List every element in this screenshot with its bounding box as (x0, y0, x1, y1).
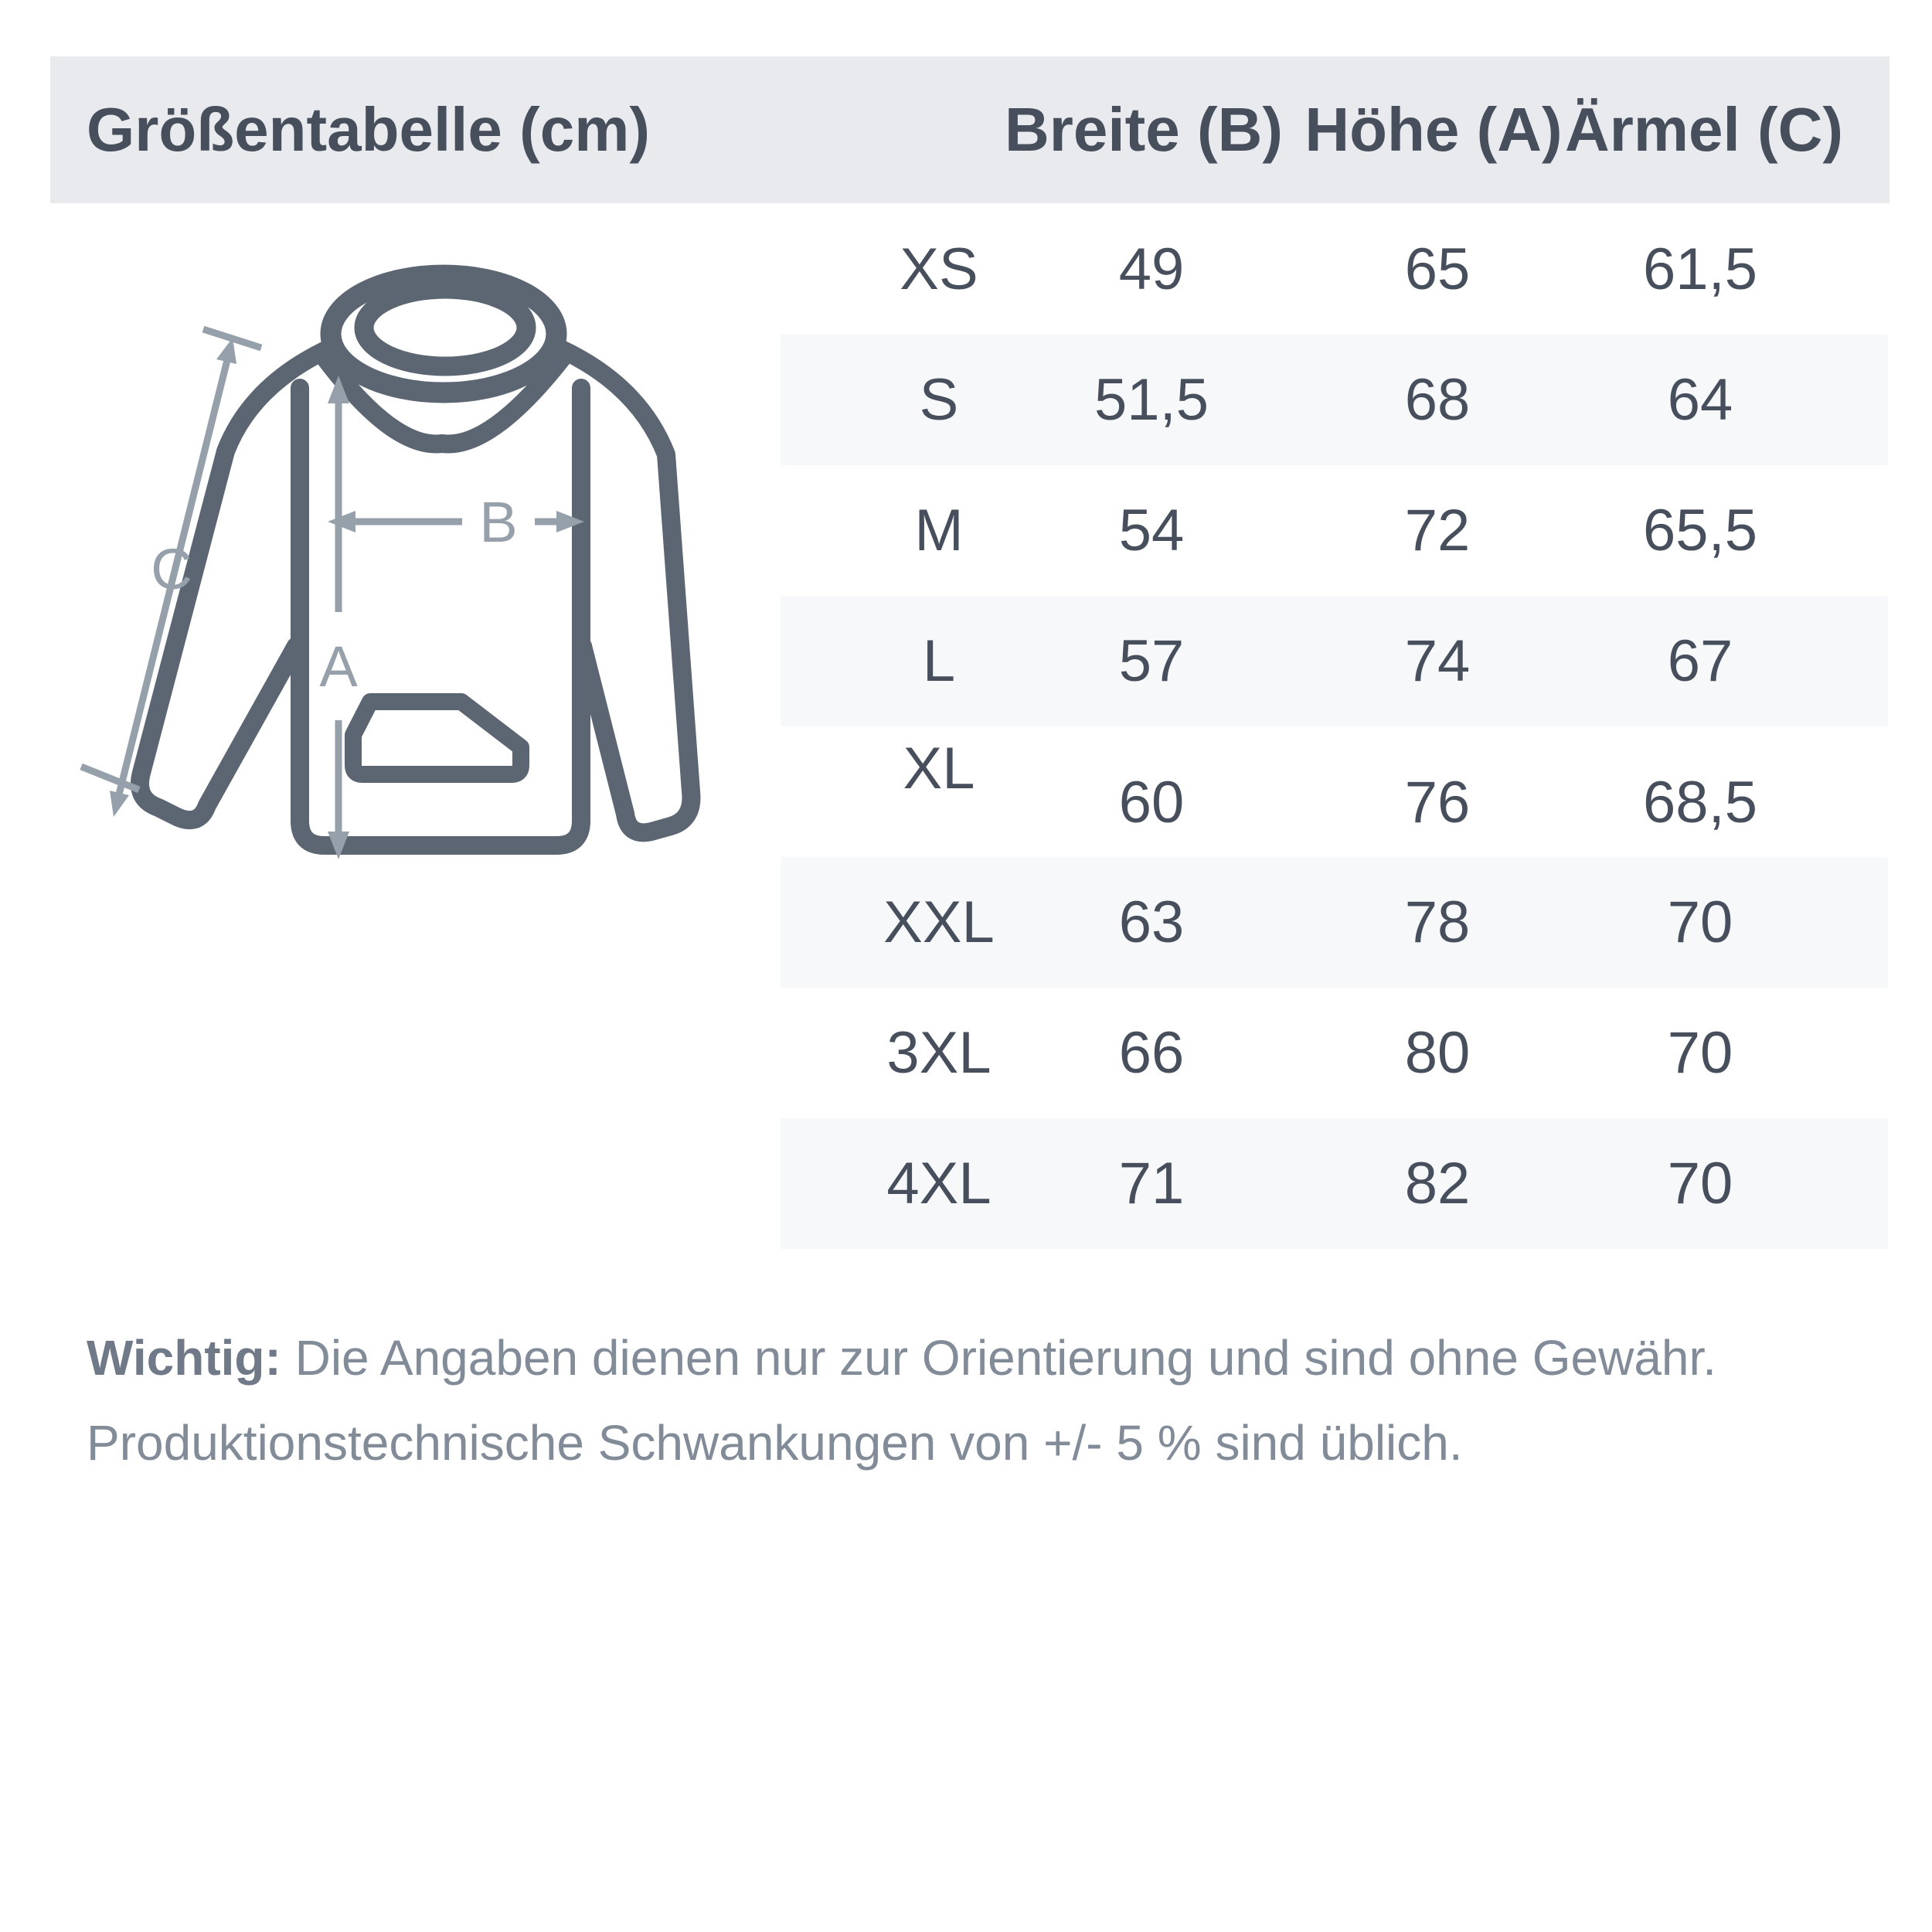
table-row-m (781, 465, 1888, 596)
breite-value: 57 (1118, 628, 1185, 694)
breite-value: 60 (1118, 770, 1185, 835)
aermel-value: 65,5 (1643, 498, 1757, 563)
size-chart-header (50, 56, 1889, 203)
table-row-3xl (781, 988, 1888, 1118)
aermel-value: 64 (1667, 367, 1733, 433)
column-header-hoehe: Höhe (A) (1304, 95, 1563, 164)
breite-value: 63 (1118, 889, 1185, 955)
table-row-4xl (781, 1118, 1888, 1249)
hoehe-value: 72 (1404, 498, 1471, 563)
hoodie-pocket (353, 702, 521, 774)
size-label: XS (900, 236, 978, 302)
hoodie-measurement-diagram (62, 216, 796, 889)
arrow-a (328, 376, 349, 859)
table-row-xxl (781, 857, 1888, 988)
table-row-s (781, 335, 1888, 465)
hoehe-value: 82 (1404, 1151, 1471, 1216)
aermel-value: 70 (1667, 1020, 1733, 1086)
disclaimer-note-bold: Wichtig: (87, 1330, 281, 1386)
hood-inner-ring (364, 289, 526, 366)
size-label: M (914, 498, 964, 563)
aermel-value: 70 (1667, 1151, 1733, 1216)
aermel-value: 68,5 (1643, 770, 1757, 835)
size-label: 3XL (886, 1020, 992, 1086)
size-label: S (919, 367, 959, 433)
table-row-xl (781, 726, 1888, 857)
hoehe-value: 78 (1404, 889, 1471, 955)
breite-value: 54 (1118, 498, 1185, 563)
hoehe-value: 68 (1404, 367, 1471, 433)
hoehe-value: 74 (1404, 628, 1471, 694)
aermel-value: 61,5 (1643, 236, 1757, 302)
breite-value: 66 (1118, 1020, 1185, 1086)
breite-value: 71 (1118, 1151, 1185, 1216)
label-b: B (479, 490, 518, 554)
breite-value: 49 (1118, 236, 1185, 302)
label-c: C (151, 537, 192, 601)
label-a: A (319, 634, 358, 699)
size-label: XXL (883, 889, 995, 955)
column-header-breite: Breite (B) (1004, 95, 1284, 164)
hoodie-diagram-svg (62, 216, 796, 889)
page-title: Größentabelle (cm) (87, 95, 651, 164)
size-label: XL (903, 736, 975, 801)
hoehe-value: 76 (1404, 770, 1471, 835)
arrow-b (328, 511, 584, 532)
breite-value: 51,5 (1094, 367, 1209, 433)
size-label: 4XL (886, 1151, 992, 1216)
size-table (781, 204, 1888, 1249)
aermel-value: 67 (1667, 628, 1733, 694)
disclaimer-note (87, 1315, 1833, 1485)
disclaimer-note-line1: Die Angaben dienen nur zur Orientierung und sind ohne Gewähr. (281, 1330, 1717, 1386)
disclaimer-note-line2: Produktionstechnische Schwankungen von +/- 5 % sind üblich. (87, 1415, 1463, 1471)
aermel-value: 70 (1667, 889, 1733, 955)
size-label: L (922, 628, 956, 694)
column-header-aermel: Ärmel (C) (1564, 95, 1844, 164)
table-row-xs (781, 204, 1888, 335)
hoehe-value: 80 (1404, 1020, 1471, 1086)
hoehe-value: 65 (1404, 236, 1471, 302)
